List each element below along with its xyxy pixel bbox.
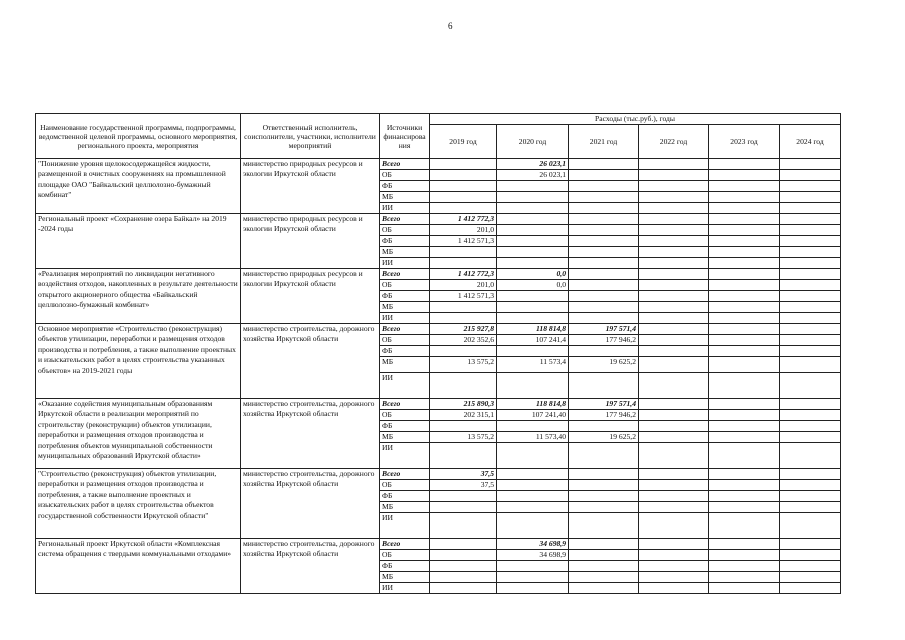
expense-value xyxy=(639,313,709,324)
funding-source: ОБ xyxy=(380,550,430,561)
expense-value xyxy=(497,291,569,302)
expense-value xyxy=(709,373,780,399)
measure-executor: министерство строительства, дорожного хозяйства Иркутской области xyxy=(241,469,380,539)
expense-value xyxy=(780,357,841,373)
funding-source: МБ xyxy=(380,432,430,443)
expense-value xyxy=(639,572,709,583)
expense-value xyxy=(639,399,709,410)
expense-value xyxy=(430,443,497,469)
measure-executor: министерство природных ресурсов и экологии Иркутской области xyxy=(241,159,380,214)
expense-value xyxy=(780,443,841,469)
expense-value xyxy=(639,491,709,502)
expense-value xyxy=(569,513,639,539)
expense-value xyxy=(430,583,497,594)
expense-value xyxy=(569,572,639,583)
expense-value xyxy=(430,550,497,561)
expense-value xyxy=(709,572,780,583)
expense-value xyxy=(569,291,639,302)
expense-value xyxy=(709,203,780,214)
expense-value xyxy=(709,491,780,502)
expense-value xyxy=(569,258,639,269)
funding-source: МБ xyxy=(380,302,430,313)
expense-value xyxy=(639,181,709,192)
expense-value xyxy=(709,539,780,550)
expense-value xyxy=(569,181,639,192)
expense-value xyxy=(430,170,497,181)
expense-value xyxy=(780,502,841,513)
expense-value xyxy=(497,181,569,192)
expense-value xyxy=(639,550,709,561)
expense-value xyxy=(709,550,780,561)
expense-value: 215 890,3 xyxy=(430,399,497,410)
measure-executor: министерство строительства, дорожного хозяйства Иркутской области xyxy=(241,324,380,399)
expense-value xyxy=(639,480,709,491)
expense-value xyxy=(709,225,780,236)
expense-value: 1 412 571,3 xyxy=(430,236,497,247)
funding-source: Всего xyxy=(380,539,430,550)
expense-value xyxy=(497,214,569,225)
expense-value: 107 241,4 xyxy=(497,335,569,346)
expense-value xyxy=(430,247,497,258)
expense-value xyxy=(780,192,841,203)
expense-value xyxy=(780,491,841,502)
expense-value xyxy=(430,561,497,572)
measure-name: "Понижение уровня щелокосодержащейся жидкости, размещенной в очистных сооружениях на промышленной площадке ОАО "Байкальский целлюлозно-бумажный комбинат" xyxy=(36,159,241,214)
header-name: Наименование государственной программы, подпрограммы, ведомственной целевой программы, основного мероприятия, регионального проекта, мероприятия xyxy=(36,114,241,159)
expense-value xyxy=(780,480,841,491)
expense-value xyxy=(569,583,639,594)
funding-source: ФБ xyxy=(380,291,430,302)
expense-value xyxy=(780,513,841,539)
expense-value xyxy=(430,539,497,550)
expense-value xyxy=(497,346,569,357)
expense-value xyxy=(780,432,841,443)
expense-value xyxy=(709,269,780,280)
expense-value xyxy=(497,469,569,480)
expense-value xyxy=(639,432,709,443)
expense-value: 13 575,2 xyxy=(430,357,497,373)
expense-value xyxy=(639,443,709,469)
measure-executor: министерство строительства, дорожного хозяйства Иркутской области xyxy=(241,539,380,594)
funding-source: МБ xyxy=(380,247,430,258)
expense-value xyxy=(639,539,709,550)
expense-value xyxy=(497,302,569,313)
expense-value: 13 575,2 xyxy=(430,432,497,443)
expense-value xyxy=(780,410,841,421)
table-row xyxy=(36,159,841,170)
expense-value xyxy=(497,192,569,203)
expense-value xyxy=(430,373,497,399)
table-row xyxy=(36,214,841,225)
measure-name: Основное мероприятие «Строительство (реконструкция) объектов утилизации, переработки и размещения отходов производства и потребления, а также выполнение проектных и изыскательских работ в целях строительства указанных объектов» на 2019-2021 годы xyxy=(36,324,241,399)
expense-value xyxy=(709,335,780,346)
expense-value xyxy=(497,491,569,502)
measure-name: "Строительство (реконструкция) объектов утилизации, переработки и размещения отходов производства и потребления, а также выполнение проектных и изыскательских работ в целях строительства объектов государственной собственности Иркутской области" xyxy=(36,469,241,539)
expense-value xyxy=(780,247,841,258)
expense-value: 1 412 772,3 xyxy=(430,214,497,225)
expense-value xyxy=(709,469,780,480)
expense-value xyxy=(709,181,780,192)
expense-value xyxy=(639,192,709,203)
funding-source: ИИ xyxy=(380,513,430,539)
expense-value xyxy=(780,572,841,583)
expense-value xyxy=(639,247,709,258)
measure-name: Региональный проект Иркутской области «Комплексная система обращения с твердыми коммунальными отходами» xyxy=(36,539,241,594)
expense-value: 177 946,2 xyxy=(569,335,639,346)
expense-value xyxy=(709,357,780,373)
expense-value xyxy=(780,561,841,572)
funding-source: Всего xyxy=(380,159,430,170)
expense-value xyxy=(569,502,639,513)
funding-source: ОБ xyxy=(380,280,430,291)
expense-value xyxy=(709,480,780,491)
expense-value: 202 315,1 xyxy=(430,410,497,421)
expense-value xyxy=(639,513,709,539)
funding-source: ФБ xyxy=(380,421,430,432)
expense-value xyxy=(497,561,569,572)
funding-source: ОБ xyxy=(380,170,430,181)
expense-value xyxy=(497,480,569,491)
expense-value: 1 412 571,3 xyxy=(430,291,497,302)
expense-value xyxy=(709,214,780,225)
expense-value xyxy=(569,491,639,502)
funding-source: ФБ xyxy=(380,236,430,247)
expense-value xyxy=(709,159,780,170)
expense-value xyxy=(497,247,569,258)
expense-value: 26 023,1 xyxy=(497,170,569,181)
expense-value xyxy=(780,324,841,335)
expense-value xyxy=(709,583,780,594)
expense-value xyxy=(569,225,639,236)
expense-value xyxy=(569,421,639,432)
expense-value xyxy=(497,583,569,594)
expense-value xyxy=(639,280,709,291)
measure-executor: министерство природных ресурсов и экологии Иркутской области xyxy=(241,269,380,324)
expense-value: 197 571,4 xyxy=(569,399,639,410)
expense-value xyxy=(639,410,709,421)
expense-value: 118 814,8 xyxy=(497,399,569,410)
funding-source: Всего xyxy=(380,324,430,335)
expense-value xyxy=(639,421,709,432)
expense-value: 215 927,8 xyxy=(430,324,497,335)
funding-source: Всего xyxy=(380,269,430,280)
expense-value: 37,5 xyxy=(430,469,497,480)
expense-value xyxy=(780,313,841,324)
expense-value xyxy=(497,572,569,583)
page-number: 6 xyxy=(448,21,453,31)
expense-value xyxy=(639,324,709,335)
expense-value xyxy=(780,346,841,357)
funding-source: Всего xyxy=(380,214,430,225)
funding-source: Всего xyxy=(380,399,430,410)
expense-value xyxy=(709,324,780,335)
expense-value xyxy=(430,491,497,502)
expense-value xyxy=(497,203,569,214)
expense-value: 201,0 xyxy=(430,225,497,236)
expense-value: 197 571,4 xyxy=(569,324,639,335)
expense-value xyxy=(709,258,780,269)
expense-value xyxy=(709,561,780,572)
table-row xyxy=(36,324,841,335)
expense-value xyxy=(709,346,780,357)
expense-value xyxy=(430,346,497,357)
expense-value xyxy=(569,170,639,181)
header-year: 2022 год xyxy=(639,125,709,159)
budget-table xyxy=(35,113,841,594)
expense-value xyxy=(430,203,497,214)
funding-source: ИИ xyxy=(380,443,430,469)
expense-value xyxy=(569,247,639,258)
expense-value xyxy=(709,170,780,181)
funding-source: ИИ xyxy=(380,258,430,269)
expense-value: 34 698,9 xyxy=(497,539,569,550)
expense-value xyxy=(709,302,780,313)
expense-value: 1 412 772,3 xyxy=(430,269,497,280)
expense-value xyxy=(709,399,780,410)
expense-value xyxy=(709,247,780,258)
funding-source: ОБ xyxy=(380,225,430,236)
expense-value xyxy=(497,258,569,269)
funding-source: ФБ xyxy=(380,491,430,502)
expense-value xyxy=(639,346,709,357)
expense-value xyxy=(780,203,841,214)
expense-value xyxy=(639,258,709,269)
expense-value xyxy=(709,236,780,247)
expense-value xyxy=(569,443,639,469)
funding-source: ИИ xyxy=(380,313,430,324)
expense-value: 19 625,2 xyxy=(569,432,639,443)
header-year: 2023 год xyxy=(709,125,780,159)
expense-value xyxy=(780,469,841,480)
expense-value xyxy=(780,159,841,170)
expense-value xyxy=(569,539,639,550)
expense-value xyxy=(709,513,780,539)
expense-value xyxy=(780,550,841,561)
expense-value xyxy=(639,302,709,313)
expense-value xyxy=(569,346,639,357)
header-source: Источники финансирова ния xyxy=(380,114,430,159)
expense-value xyxy=(639,469,709,480)
expense-value xyxy=(639,225,709,236)
expense-value xyxy=(639,373,709,399)
expense-value xyxy=(569,480,639,491)
expense-value xyxy=(780,539,841,550)
header-year: 2024 год xyxy=(780,125,841,159)
expense-value xyxy=(569,269,639,280)
expense-value xyxy=(430,502,497,513)
expense-value: 177 946,2 xyxy=(569,410,639,421)
expense-value: 34 698,9 xyxy=(497,550,569,561)
expense-value xyxy=(639,203,709,214)
expense-value: 201,0 xyxy=(430,280,497,291)
expense-value xyxy=(709,421,780,432)
expense-value xyxy=(430,313,497,324)
expense-value: 118 814,8 xyxy=(497,324,569,335)
expense-value: 107 241,40 xyxy=(497,410,569,421)
expense-value xyxy=(780,335,841,346)
measure-executor: министерство строительства, дорожного хозяйства Иркутской области xyxy=(241,399,380,469)
expense-value xyxy=(639,269,709,280)
expense-value xyxy=(569,236,639,247)
header-expenses: Расходы (тыс.руб.), годы xyxy=(430,114,841,125)
expense-value xyxy=(497,236,569,247)
expense-value: 202 352,6 xyxy=(430,335,497,346)
expense-value xyxy=(569,159,639,170)
expense-value xyxy=(639,583,709,594)
measure-executor: министерство природных ресурсов и экологии Иркутской области xyxy=(241,214,380,269)
expense-value: 11 573,4 xyxy=(497,357,569,373)
header-year: 2020 год xyxy=(497,125,569,159)
expense-value xyxy=(497,225,569,236)
table-row xyxy=(36,269,841,280)
expense-value xyxy=(569,373,639,399)
expense-value xyxy=(569,561,639,572)
expense-value xyxy=(709,502,780,513)
expense-value xyxy=(569,214,639,225)
expense-value xyxy=(569,192,639,203)
expense-value xyxy=(780,583,841,594)
table-row xyxy=(36,539,841,550)
funding-source: ФБ xyxy=(380,181,430,192)
expense-value: 0,0 xyxy=(497,269,569,280)
expense-value xyxy=(780,181,841,192)
expense-value xyxy=(780,302,841,313)
expense-value xyxy=(780,373,841,399)
expense-value xyxy=(569,302,639,313)
header-executor: Ответственный исполнитель, соисполнители, участники, исполнители мероприятий xyxy=(241,114,380,159)
expense-value xyxy=(569,313,639,324)
expense-value xyxy=(639,214,709,225)
expense-value xyxy=(709,432,780,443)
expense-value xyxy=(569,550,639,561)
expense-value: 26 023,1 xyxy=(497,159,569,170)
funding-source: ФБ xyxy=(380,346,430,357)
expense-value xyxy=(780,399,841,410)
expense-value xyxy=(639,291,709,302)
funding-source: ОБ xyxy=(380,335,430,346)
funding-source: ОБ xyxy=(380,410,430,421)
expense-value xyxy=(709,192,780,203)
expense-value xyxy=(780,236,841,247)
expense-value xyxy=(709,291,780,302)
expense-value xyxy=(639,502,709,513)
expense-value xyxy=(639,335,709,346)
expense-value xyxy=(780,291,841,302)
funding-source: ОБ xyxy=(380,480,430,491)
expense-value xyxy=(430,192,497,203)
expense-value xyxy=(639,236,709,247)
expense-value: 11 573,40 xyxy=(497,432,569,443)
expense-value xyxy=(430,258,497,269)
expense-value xyxy=(709,443,780,469)
expense-value xyxy=(709,280,780,291)
expense-value xyxy=(430,302,497,313)
header-year: 2021 год xyxy=(569,125,639,159)
expense-value xyxy=(639,357,709,373)
funding-source: МБ xyxy=(380,502,430,513)
funding-source: МБ xyxy=(380,572,430,583)
expense-value: 0,0 xyxy=(497,280,569,291)
funding-source: Всего xyxy=(380,469,430,480)
expense-value xyxy=(569,469,639,480)
funding-source: МБ xyxy=(380,357,430,373)
expense-value xyxy=(639,159,709,170)
expense-value xyxy=(430,513,497,539)
expense-value xyxy=(497,443,569,469)
expense-value xyxy=(569,280,639,291)
expense-value xyxy=(780,258,841,269)
funding-source: МБ xyxy=(380,192,430,203)
expense-value xyxy=(497,313,569,324)
measure-name: «Оказание содействия муниципальным образованиям Иркутской области в реализации мероприятий по строительству (реконструкции) объектов утилизации, переработки и размещения отходов производства и потребления объектов муниципальной собственности муниципальных образований Иркутской области» xyxy=(36,399,241,469)
expense-value xyxy=(639,561,709,572)
expense-value xyxy=(709,313,780,324)
funding-source: ИИ xyxy=(380,373,430,399)
funding-source: ФБ xyxy=(380,561,430,572)
header-year: 2019 год xyxy=(430,125,497,159)
expense-value xyxy=(430,181,497,192)
expense-value xyxy=(497,421,569,432)
measure-name: Региональный проект «Сохранение озера Байкал» на 2019 -2024 годы xyxy=(36,214,241,269)
expense-value xyxy=(639,170,709,181)
table-row xyxy=(36,469,841,480)
expense-value xyxy=(497,502,569,513)
expense-value xyxy=(780,214,841,225)
table-row xyxy=(36,399,841,410)
expense-value xyxy=(430,421,497,432)
expense-value: 37,5 xyxy=(430,480,497,491)
expense-value xyxy=(780,225,841,236)
expense-value xyxy=(497,513,569,539)
expense-value xyxy=(780,421,841,432)
measure-name: «Реализация мероприятий по ликвидации негативного воздействия отходов, накопленных в результате деятельности открытого акционерного общества «Байкальский целлюлозно-бумажный комбинат» xyxy=(36,269,241,324)
expense-value xyxy=(780,280,841,291)
expense-value xyxy=(569,203,639,214)
expense-value xyxy=(709,410,780,421)
funding-source: ИИ xyxy=(380,203,430,214)
expense-value xyxy=(780,170,841,181)
expense-value xyxy=(497,373,569,399)
expense-value: 19 625,2 xyxy=(569,357,639,373)
funding-source: ИИ xyxy=(380,583,430,594)
expense-value xyxy=(430,159,497,170)
expense-value xyxy=(430,572,497,583)
expense-value xyxy=(780,269,841,280)
